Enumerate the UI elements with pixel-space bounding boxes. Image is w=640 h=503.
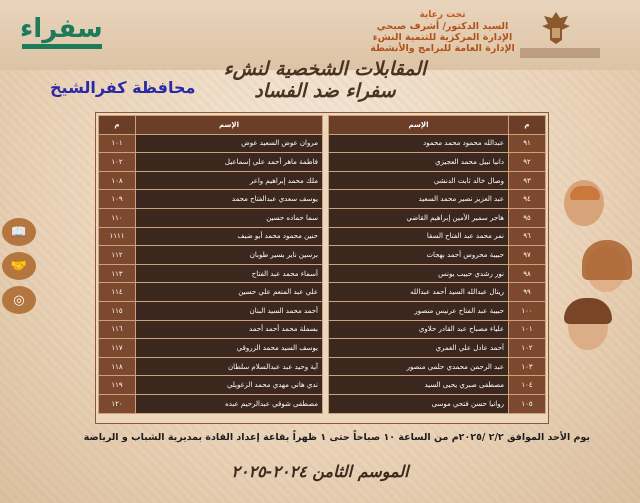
col-header-num: م xyxy=(509,116,546,135)
name-cell: فاطمة ماهر أحمد علي إسماعيل xyxy=(136,153,323,172)
table-row xyxy=(99,134,323,153)
table-row xyxy=(99,208,323,227)
table-row xyxy=(329,190,546,209)
number-cell: ٩٦ xyxy=(509,227,546,246)
number-cell: ١١٥ xyxy=(99,301,136,320)
page-title: المقابلات الشخصية لنشء سفراء ضد الفساد xyxy=(223,58,427,102)
number-cell: ١٠٢ xyxy=(99,153,136,172)
number-cell: ١١٣ xyxy=(99,264,136,283)
book-icon: 📖 xyxy=(2,218,36,246)
names-table-right xyxy=(328,115,546,414)
table-row xyxy=(99,339,323,358)
number-cell: ٩٢ xyxy=(509,153,546,172)
table-row xyxy=(329,320,546,339)
schedule-note: يوم الأحد الموافق ٢/٢ /٢٠٢٥م من الساعة ١٠ صباحاً حتى ١ ظهراً بقاعة إعداد القادة بمديرية الشباب و الرياضة xyxy=(83,432,590,443)
table-row xyxy=(329,301,546,320)
number-cell: ٩٥ xyxy=(509,208,546,227)
table-row xyxy=(329,246,546,265)
table-row xyxy=(329,153,546,172)
name-cell: يوسف سعدي عبدالفتاح محمد xyxy=(136,190,323,209)
table-row xyxy=(329,134,546,153)
number-cell: ١٠١ xyxy=(509,320,546,339)
table-row xyxy=(329,264,546,283)
table-row xyxy=(99,264,323,283)
name-cell: ملك محمد إبراهيم واعر xyxy=(136,171,323,190)
name-cell: حبيبة محروس أحمد بهجات xyxy=(329,246,509,265)
season-label: الموسم الثامن ٢٠٢٤-٢٠٢٥ xyxy=(231,462,409,481)
names-table-left xyxy=(98,115,323,414)
table-row xyxy=(99,394,323,413)
number-cell: ٩٨ xyxy=(509,264,546,283)
name-cell: يوسف السيد محمد الزروقي xyxy=(136,339,323,358)
name-cell: أحمد عادل علي الغمري xyxy=(329,339,509,358)
name-cell: أحمد محمد السيد البنان xyxy=(136,301,323,320)
number-cell: ١٠٨ xyxy=(99,171,136,190)
names-board xyxy=(95,112,549,424)
table-row xyxy=(99,320,323,339)
name-cell: روانيا حسن فتحي موسى xyxy=(329,394,509,413)
ministry-logo-text xyxy=(520,48,600,58)
table-row xyxy=(329,171,546,190)
number-cell: ١٠٣ xyxy=(509,357,546,376)
name-cell: مصطفى شوقي عبدالرحيم عبده xyxy=(136,394,323,413)
table-row xyxy=(329,227,546,246)
col-header-name: الإسم xyxy=(329,116,509,135)
table-row xyxy=(99,283,323,302)
number-cell: ٩٣ xyxy=(509,171,546,190)
name-cell: ريتال عبدالله السيد أحمد عبدالله xyxy=(329,283,509,302)
number-cell: ٩٩ xyxy=(509,283,546,302)
children-photo xyxy=(556,180,638,360)
number-cell: ١٠٠ xyxy=(509,301,546,320)
number-cell: ١١٩ xyxy=(99,376,136,395)
table-row xyxy=(99,153,323,172)
table-row xyxy=(99,357,323,376)
name-cell: نور رشدي حبيب يونس xyxy=(329,264,509,283)
name-cell: أسماء محمد عبد الفتاح xyxy=(136,264,323,283)
eagle-emblem-icon xyxy=(540,10,572,46)
name-cell: علياء مصباح عبد القادر حلاوي xyxy=(329,320,509,339)
governorate-label: محافظة كفرالشيخ xyxy=(50,78,196,97)
table-row xyxy=(99,246,323,265)
table-row xyxy=(99,190,323,209)
number-cell: ١٠٥ xyxy=(509,394,546,413)
number-cell: ١٠١ xyxy=(99,134,136,153)
number-cell: ١١٤ xyxy=(99,283,136,302)
table-row xyxy=(329,357,546,376)
table-row xyxy=(329,283,546,302)
number-cell: ٩١ xyxy=(509,134,546,153)
rings-icon: ◎ xyxy=(2,286,36,314)
table-row xyxy=(329,394,546,413)
name-cell: سما حماده حسين xyxy=(136,208,323,227)
number-cell: ١١٢ xyxy=(99,246,136,265)
number-cell: ١١٦ xyxy=(99,320,136,339)
name-cell: عبد الرحمن محمدي حلمي منصور xyxy=(329,357,509,376)
col-header-num: م xyxy=(99,116,136,135)
name-cell: بسملة محمد أحمد أحمد xyxy=(136,320,323,339)
number-cell: ٩٤ xyxy=(509,190,546,209)
number-cell: ١٢٠ xyxy=(99,394,136,413)
table-row xyxy=(99,301,323,320)
name-cell: برسين ناير بسير طوبان xyxy=(136,246,323,265)
name-cell: مروان عوض السعيد عوض xyxy=(136,134,323,153)
name-cell: دانيا نبيل محمد العجيزي xyxy=(329,153,509,172)
name-cell: عبد العزيز نصير محمد السعيد xyxy=(329,190,509,209)
number-cell: ١٠٩ xyxy=(99,190,136,209)
header-text: تحت رعاية السيد الدكتور/ أشرف صبحي الإدارة المركزية للتنمية النشء الإدارة العامة للبرامج والأنشطة xyxy=(370,10,515,54)
table-row xyxy=(329,339,546,358)
number-cell: ١٠٢ xyxy=(509,339,546,358)
name-cell: حنين محمود محمد أبو ضيف xyxy=(136,227,323,246)
name-cell: هاجر سمير الأمين إبراهيم القاضي xyxy=(329,208,509,227)
name-cell: حبيبة عبد الفتاح عرنيس منصور xyxy=(329,301,509,320)
number-cell: ٩٧ xyxy=(509,246,546,265)
name-cell: مصطفى صبري يحيى السيد xyxy=(329,376,509,395)
col-header-name: الإسم xyxy=(136,116,323,135)
table-row xyxy=(329,208,546,227)
table-row xyxy=(99,227,323,246)
name-cell: عبدالله محمود محمد محمود xyxy=(329,134,509,153)
name-cell: علي عبد المنعم علي حسين xyxy=(136,283,323,302)
handshake-icon: 🤝 xyxy=(2,252,36,280)
table-row xyxy=(99,171,323,190)
number-cell: ١١٨ xyxy=(99,357,136,376)
name-cell: نمر محمد عبد الفتاح السقا xyxy=(329,227,509,246)
number-cell: ١١١١ xyxy=(99,227,136,246)
table-row xyxy=(99,376,323,395)
sofaraa-logo: سفراء xyxy=(20,14,128,56)
name-cell: وصال خالد ثابت الدنشي xyxy=(329,171,509,190)
name-cell: آية وحيد عبد عبدالسلام سلطان xyxy=(136,357,323,376)
name-cell: ندي هاني مهدي محمد الزغويلي xyxy=(136,376,323,395)
number-cell: ١١٧ xyxy=(99,339,136,358)
number-cell: ١١٠ xyxy=(99,208,136,227)
table-row xyxy=(329,376,546,395)
number-cell: ١٠٤ xyxy=(509,376,546,395)
